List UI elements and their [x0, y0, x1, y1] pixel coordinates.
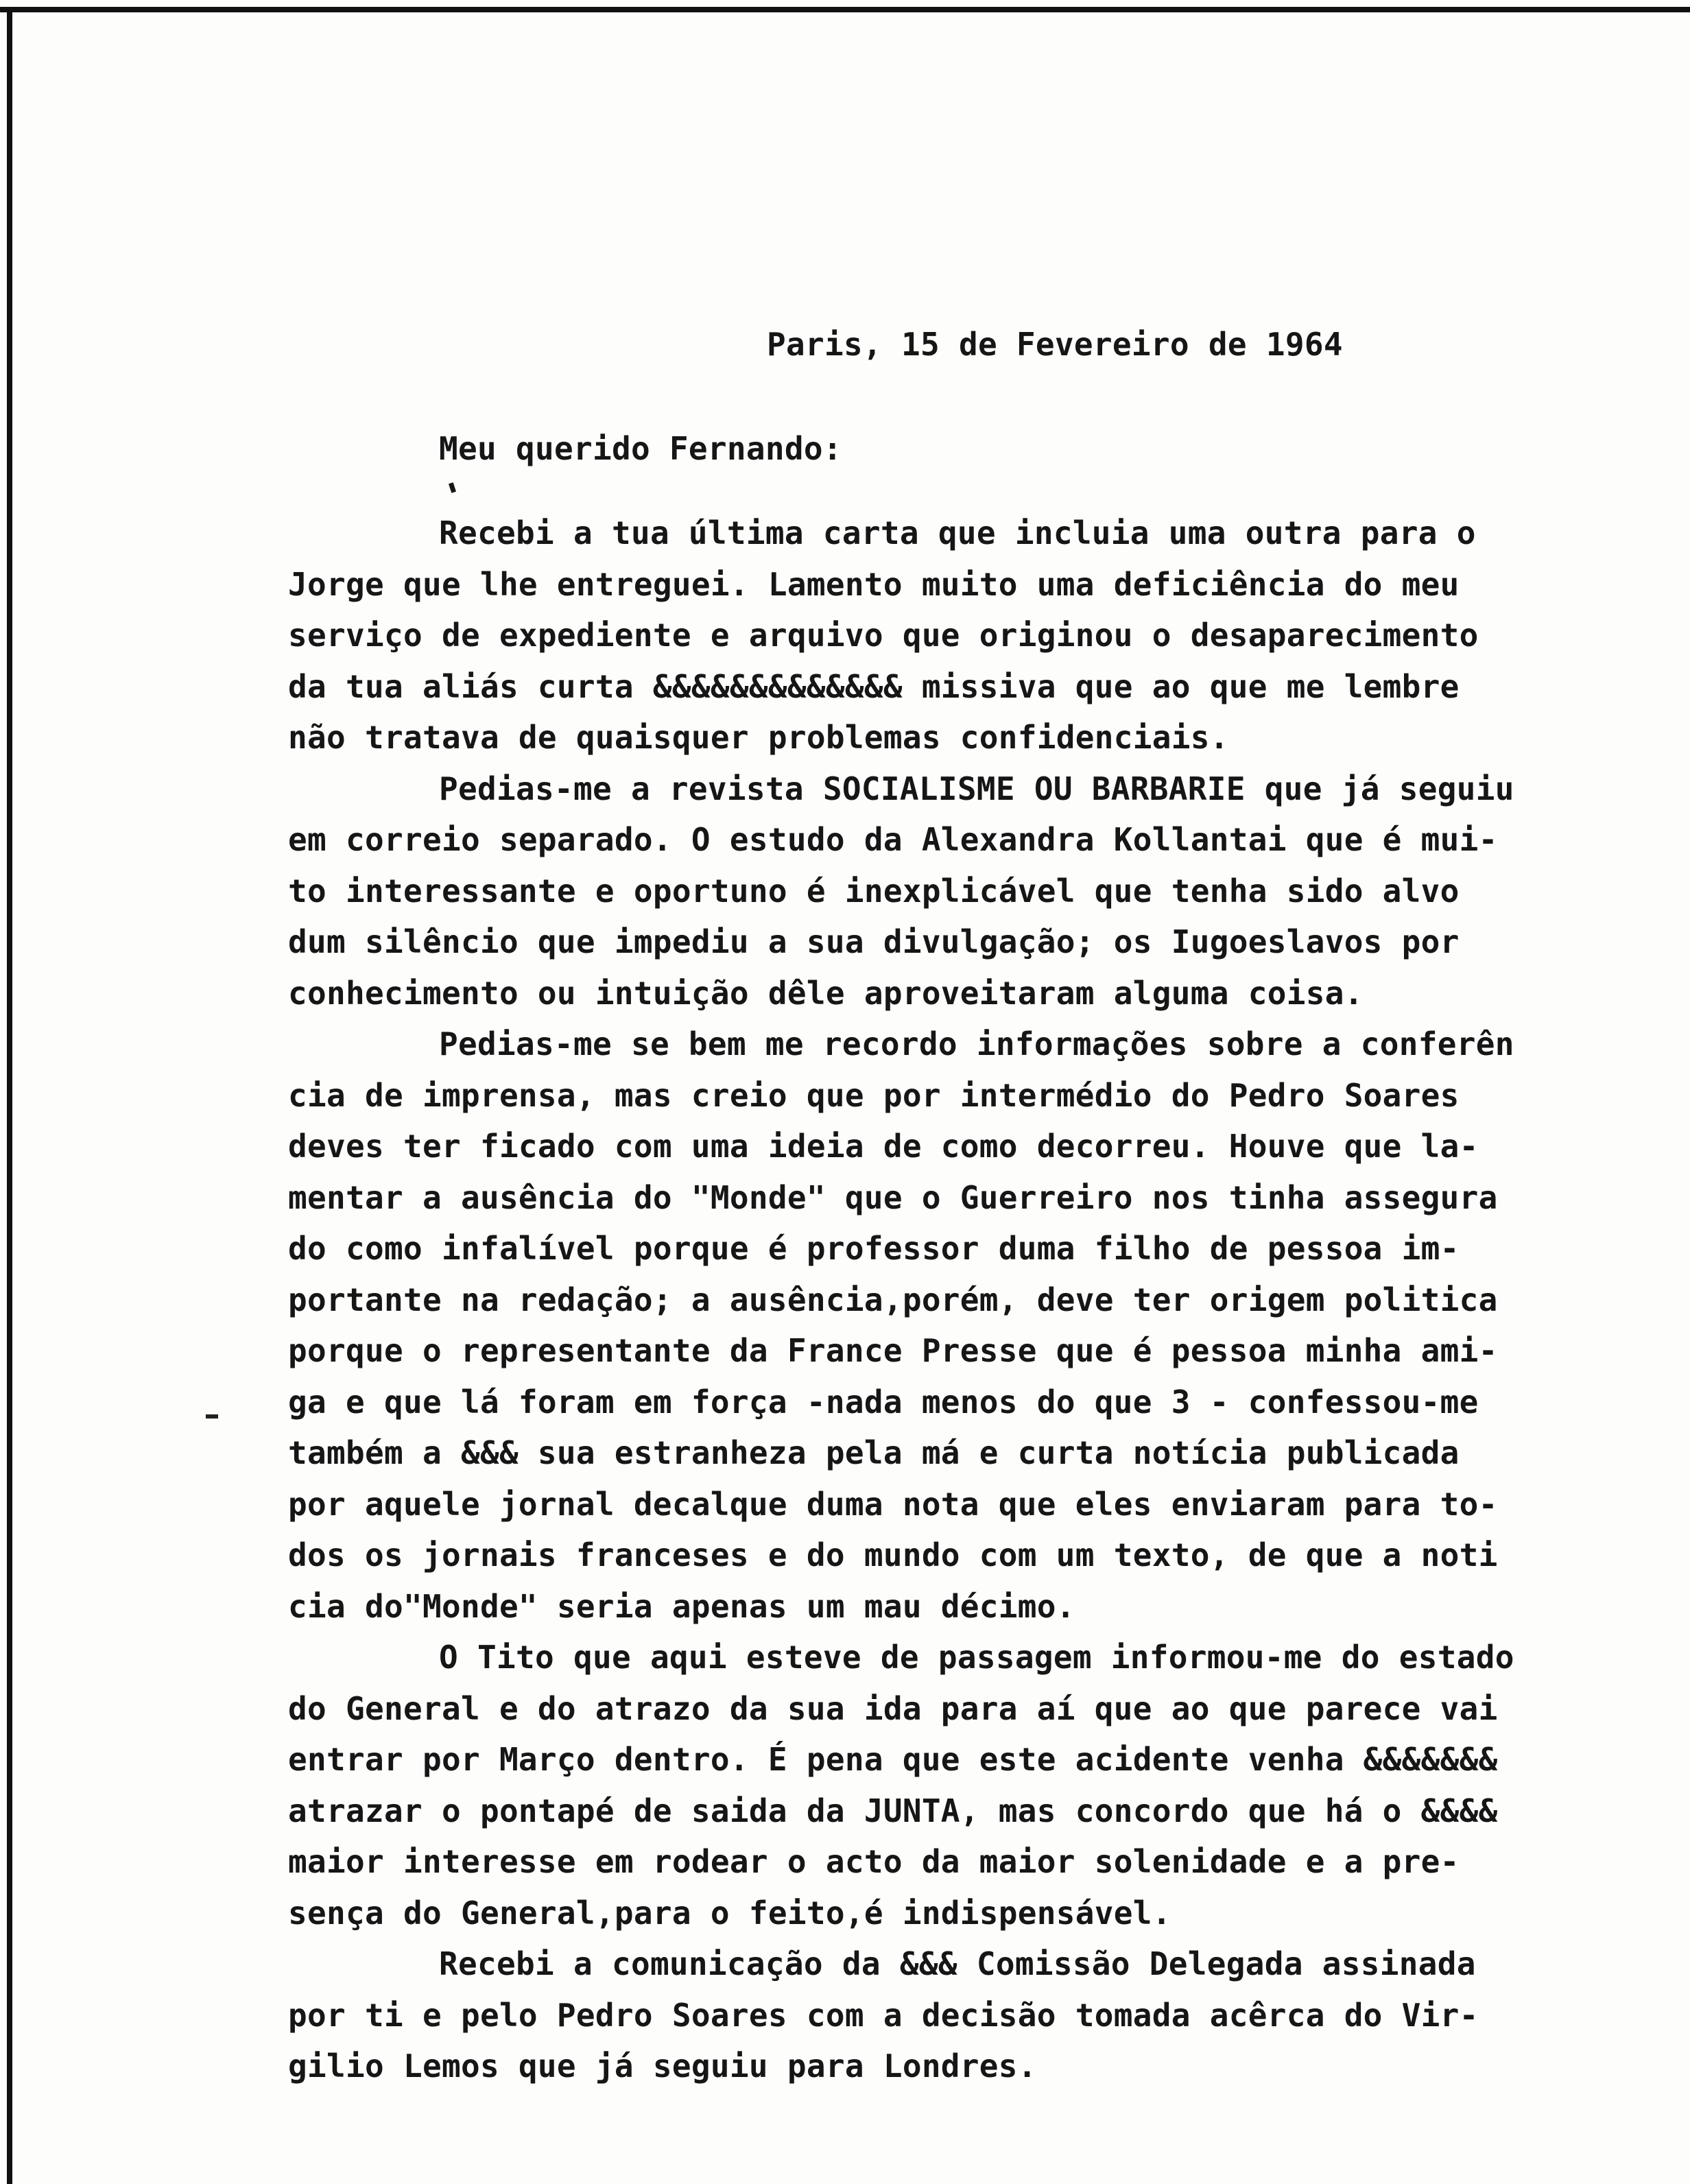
paragraph-3-line-10: por aquele jornal decalque duma nota que eles enviaram para to-	[288, 1485, 1498, 1523]
letter-body	[288, 508, 1626, 2092]
paragraph-2-line-4: dum silêncio que impediu a sua divulgação; os Iugoeslavos por	[288, 923, 1460, 960]
margin-mark	[206, 1414, 218, 1419]
paragraph-1-line-1: Recebi a tua última carta que incluia uma outra para o	[439, 514, 1476, 551]
paragraph-2-line-1: Pedias-me a revista SOCIALISME OU BARBARIE que já seguiu	[439, 770, 1514, 807]
paragraph-4-line-2: do General e do atrazo da sua ida para aí que ao que parece vai	[288, 1689, 1498, 1727]
paragraph-5-line-2: por ti e pelo Pedro Soares com a decisão tomada acêrca do Vir-	[288, 1996, 1479, 2034]
paragraph-2-line-5: conhecimento ou intuição dêle aproveitaram alguma coisa.	[288, 974, 1364, 1012]
paragraph-3-line-12: cia do"Monde" seria apenas um mau décimo.	[288, 1587, 1075, 1625]
paragraph-3-line-1: Pedias-me se bem me recordo informações sobre a conferên	[439, 1025, 1514, 1063]
salutation: Meu querido Fernando:	[439, 430, 842, 467]
paragraph-4-line-6: sença do General,para o feito,é indispensável.	[288, 1894, 1171, 1932]
paragraph-1-line-4: da tua aliás curta &&&&&&&&&&&&& missiva que ao que me lembre	[288, 667, 1460, 705]
paragraph-3-line-7: porque o representante da France Presse que é pessoa minha ami-	[288, 1332, 1498, 1369]
paragraph-1-line-2: Jorge que lhe entreguei. Lamento muito uma deficiência do meu	[288, 565, 1460, 603]
paragraph-1-line-3: serviço de expediente e arquivo que originou o desaparecimento	[288, 617, 1479, 654]
paragraph-3-line-9: também a &&& sua estranheza pela má e curta notícia publicada	[288, 1434, 1460, 1471]
paragraph-4-line-3: entrar por Março dentro. É pena que este acidente venha &&&&&&&	[288, 1741, 1498, 1778]
paragraph-3-line-6: portante na redação; a ausência,porém, deve ter origem politica	[288, 1281, 1498, 1318]
paragraph-5-line-3: gilio Lemos que já seguiu para Londres.	[288, 2048, 1037, 2085]
paragraph-1-line-5: não tratava de quaisquer problemas confidenciais.	[288, 719, 1229, 756]
paragraph-3-line-8: ga e que lá foram em força -nada menos do que 3 - confessou-me	[288, 1383, 1479, 1421]
paragraph-4-line-4: atrazar o pontapé de saida da JUNTA, mas concordo que há o &&&&	[288, 1792, 1498, 1829]
paragraph-3-line-5: do como infalível porque é professor duma filho de pessoa im-	[288, 1230, 1460, 1267]
paragraph-2-line-3: to interessante e oportuno é inexplicável que tenha sido alvo	[288, 872, 1460, 910]
paragraph-4-line-5: maior interesse em rodear o acto da maior solenidade e a pre-	[288, 1843, 1460, 1880]
paragraph-3-line-4: mentar a ausência do "Monde" que o Guerreiro nos tinha assegura	[288, 1178, 1498, 1216]
paragraph-5-line-1: Recebi a comunicação da &&& Comissão Delegada assinada	[439, 1945, 1476, 1982]
stray-ink-mark	[449, 482, 456, 492]
paragraph-3-line-2: cia de imprensa, mas creio que por intermédio do Pedro Soares	[288, 1076, 1460, 1114]
paragraph-3-line-11: dos os jornais franceses e do mundo com um texto, de que a noti	[288, 1536, 1498, 1574]
paragraph-3-line-3: deves ter ficado com uma ideia de como decorreu. Houve que la-	[288, 1128, 1479, 1165]
paragraph-4-line-1: O Tito que aqui esteve de passagem informou-me do estado	[439, 1639, 1514, 1676]
dateline: Paris, 15 de Fevereiro de 1964	[767, 326, 1343, 363]
paragraph-2-line-2: em correio separado. O estudo da Alexandra Kollantai que é mui-	[288, 821, 1498, 858]
